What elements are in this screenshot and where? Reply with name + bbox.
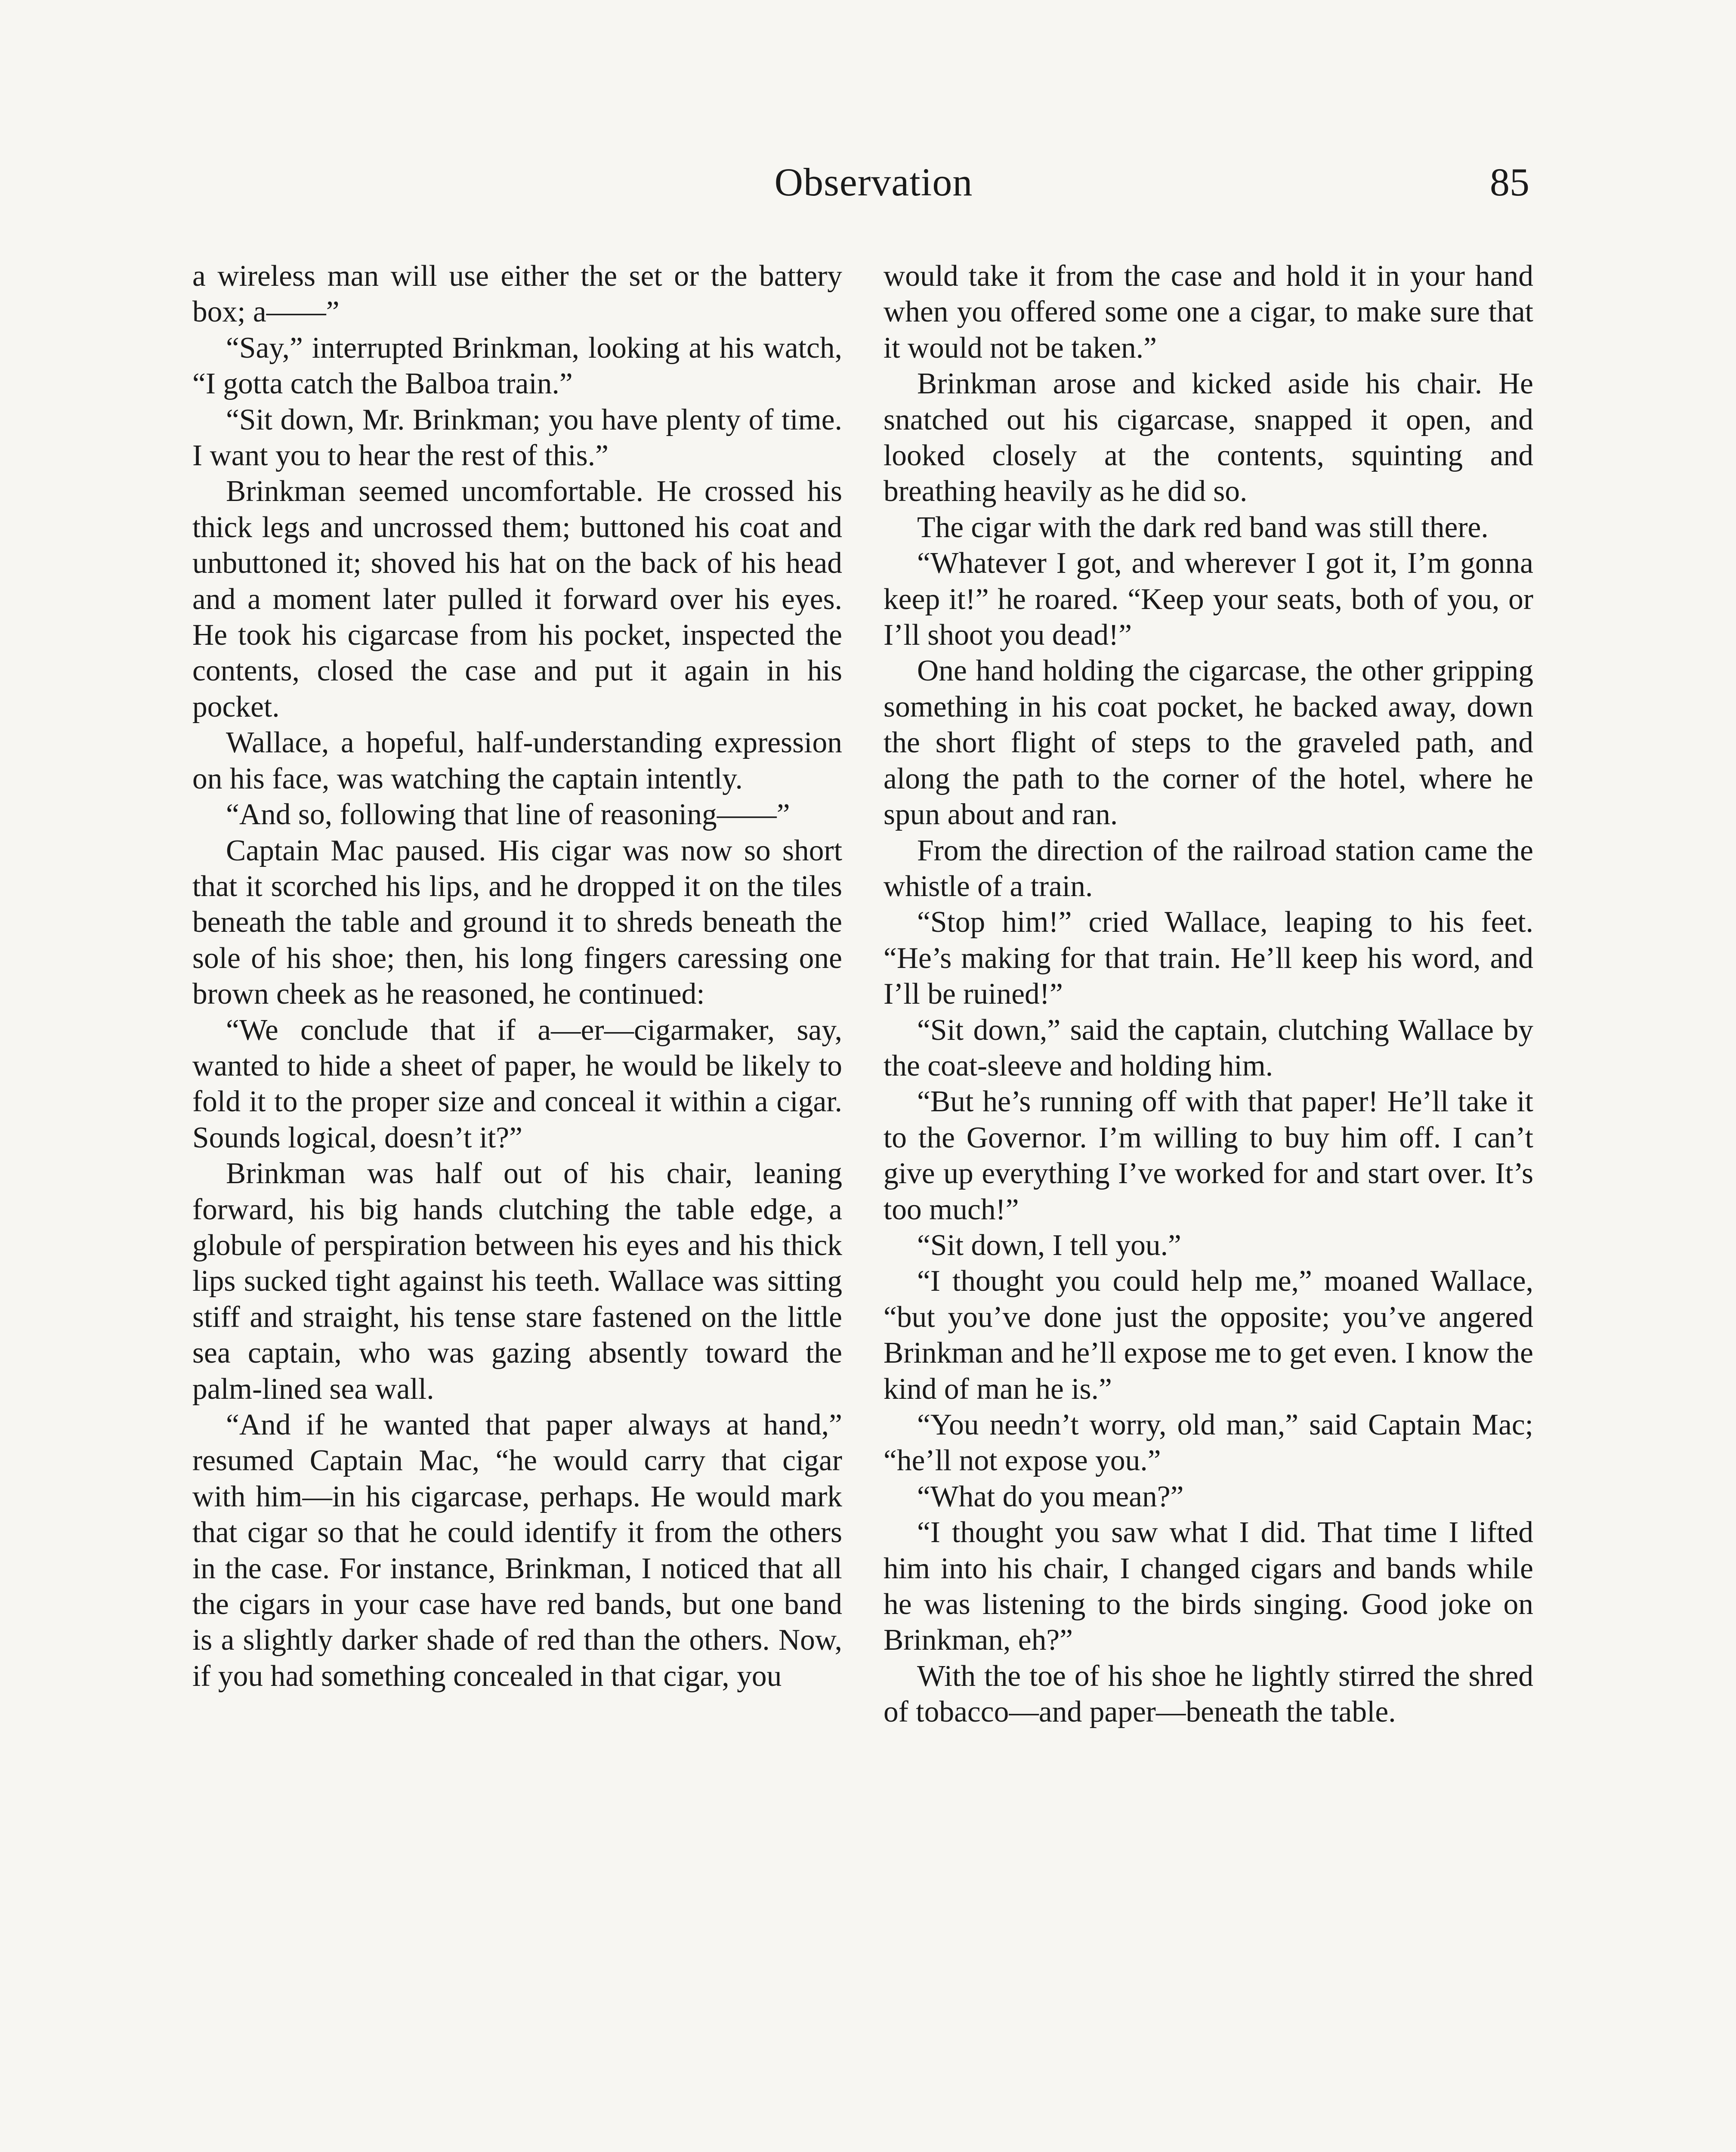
paragraph: “And if he wanted that paper always at hand,” resumed Captain Mac, “he would carry that cigar with him—in his cigarcase, perhaps. He would mark that cigar so that he could identify it from the others in the case. For instance, Brinkman, I noticed that all the cigars in your case have red bands, but one band is a slightly darker shade of red than the others. Now, if you had something concealed in that cigar, you [192,1408,842,1693]
paragraph: “You needn’t worry, old man,” said Captain Mac; “he’ll not expose you.” [883,1408,1533,1478]
paragraph: would take it from the case and hold it in your hand when you offered some one a cigar, to make sure that it would not be taken.” [883,260,1533,365]
paragraph: With the toe of his shoe he lightly stirred the shred of tobacco—and paper—beneath the table. [883,1659,1533,1729]
paragraph: “We conclude that if a—er—cigarmaker, say, wanted to hide a sheet of paper, he would be likely to fold it to the proper size and conceal it within a cigar. Sounds logical, doesn’t it?” [192,1013,842,1154]
paragraph: “Sit down, I tell you.” [917,1228,1181,1262]
paragraph: “Stop him!” cried Wallace, leaping to his feet. “He’s making for that train. He’ll keep his word, and I’ll be ruined!” [883,906,1533,1011]
paragraph: “Sit down, Mr. Brinkman; you have plenty of time. I want you to hear the rest of this.” [192,403,842,473]
paragraph: Brinkman arose and kicked aside his chair. He snatched out his cigarcase, snapped it open, and looked closely at the contents, squinting and breathing heavily as he did so. [883,367,1533,508]
paragraph: a wireless man will use either the set or the battery box; a——” [192,260,842,329]
text-column-left [192,258,842,1694]
paragraph: “And so, following that line of reasoning——” [226,798,790,832]
paragraph: “But he’s running off with that paper! He’ll take it to the Governor. I’m willing to buy him off. I can’t give up everything I’ve worked for and start over. It’s too much!” [883,1085,1533,1226]
paragraph: “Whatever I got, and wherever I got it, I’m gonna keep it!” he roared. “Keep your seats, both of you, or I’ll shoot you dead!” [883,547,1533,652]
page-number: 85 [1490,160,1529,204]
paragraph: “Say,” interrupted Brinkman, looking at his watch, “I gotta catch the Balboa train.” [192,331,842,401]
running-title: Observation [774,160,973,204]
paragraph: One hand holding the cigarcase, the other gripping something in his coat pocket, he backed away, down the short flight of steps to the graveled path, and along the path to the corner of the hotel, where he spun about and ran. [883,654,1533,832]
paragraph: Wallace, a hopeful, half-understanding expression on his face, was watching the captain intently. [192,726,842,795]
paragraph: The cigar with the dark red band was still there. [917,510,1489,544]
paragraph: “Sit down,” said the captain, clutching Wallace by the coat-sleeve and holding him. [883,1013,1533,1082]
paragraph: “What do you mean?” [917,1480,1184,1513]
paragraph: Captain Mac paused. His cigar was now so short that it scorched his lips, and he dropped it on the tiles beneath the table and ground it to shreds beneath the sole of his shoe; then, his long fingers caressing one brown cheek as he reasoned, he continued: [192,834,842,1011]
paragraph: Brinkman was half out of his chair, leaning forward, his big hands clutching the table edge, a globule of perspiration between his eyes and his thick lips sucked tight against his teeth. Wallace was sitting stiff and straight, his tense stare fastened on the little sea captain, who was gazing absently toward the palm-lined sea wall. [192,1157,842,1406]
paragraph: From the direction of the railroad station came the whistle of a train. [883,834,1533,903]
paragraph: Brinkman seemed uncomfortable. He crossed his thick legs and uncrossed them; buttoned his coat and unbuttoned it; shoved his hat on the back of his head and a moment later pulled it forward over his eyes. He took his cigarcase from his pocket, inspected the contents, closed the case and put it again in his pocket. [192,475,842,724]
paragraph: “I thought you saw what I did. That time I lifted him into his chair, I changed cigars and bands while he was listening to the birds singing. Good joke on Brinkman, eh?” [883,1516,1533,1657]
paragraph: “I thought you could help me,” moaned Wallace, “but you’ve done just the opposite; you’ve angered Brinkman and he’ll expose me to get even. I know the kind of man he is.” [883,1265,1533,1406]
text-column-right [883,258,1533,1730]
